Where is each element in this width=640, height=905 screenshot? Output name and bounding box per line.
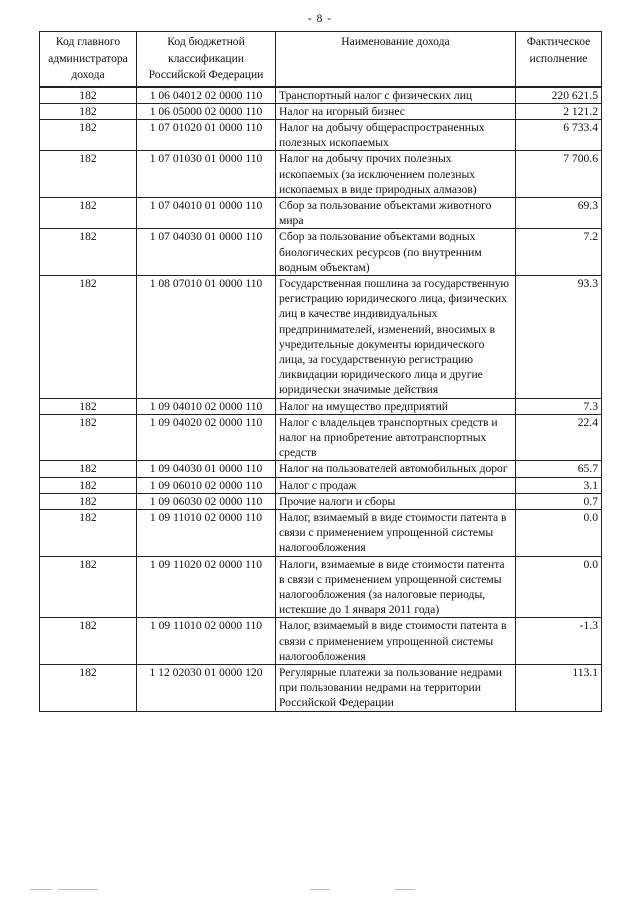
revenue-name-cell: Прочие налоги и сборы — [276, 493, 516, 509]
revenue-name-cell: Налог на добычу прочих полезных ископаемых (за исключением полезных ископаемых в виде природных алмазов) — [276, 151, 516, 198]
admin-code-cell: 182 — [40, 509, 137, 556]
footer-scan-marks — [30, 889, 610, 897]
budget-code-cell: 1 06 04012 02 0000 110 — [137, 87, 276, 104]
table-row — [40, 477, 602, 493]
budget-code-cell: 1 12 02030 01 0000 120 — [137, 665, 276, 712]
budget-code-cell: 1 09 11020 02 0000 110 — [137, 556, 276, 618]
admin-code-cell: 182 — [40, 618, 137, 665]
table-row — [40, 461, 602, 477]
table-body — [40, 87, 602, 712]
amount-cell: -1.3 — [516, 618, 602, 665]
admin-code-cell: 182 — [40, 275, 137, 398]
budget-code-cell: 1 09 04030 01 0000 110 — [137, 461, 276, 477]
admin-code-cell: 182 — [40, 87, 137, 104]
table-row — [40, 493, 602, 509]
budget-code-cell: 1 09 11010 02 0000 110 — [137, 618, 276, 665]
header-amount: Фактическое исполнение — [516, 32, 602, 87]
revenue-name-cell: Регулярные платежи за пользование недрами при пользовании недрами на территории Российской Федерации — [276, 665, 516, 712]
revenue-table — [39, 31, 602, 712]
header-name: Наименование дохода — [276, 32, 516, 87]
admin-code-cell: 182 — [40, 665, 137, 712]
table-row — [40, 665, 602, 712]
table-row — [40, 414, 602, 461]
admin-code-cell: 182 — [40, 493, 137, 509]
admin-code-cell: 182 — [40, 477, 137, 493]
revenue-name-cell: Налог на пользователей автомобильных дорог — [276, 461, 516, 477]
table-row — [40, 398, 602, 414]
table-header-row — [40, 32, 602, 87]
table-row — [40, 556, 602, 618]
table-row — [40, 618, 602, 665]
table-row — [40, 151, 602, 198]
budget-code-cell: 1 09 06010 02 0000 110 — [137, 477, 276, 493]
amount-cell: 220 621.5 — [516, 87, 602, 104]
admin-code-cell: 182 — [40, 151, 137, 198]
admin-code-cell: 182 — [40, 229, 137, 276]
budget-code-cell: 1 08 07010 01 0000 110 — [137, 275, 276, 398]
budget-code-cell: 1 07 04010 01 0000 110 — [137, 197, 276, 228]
admin-code-cell: 182 — [40, 461, 137, 477]
revenue-name-cell: Сбор за пользование объектами водных биологических ресурсов (по внутренним водным объектам) — [276, 229, 516, 276]
amount-cell: 0.0 — [516, 556, 602, 618]
header-admin: Код главного администратора дохода — [40, 32, 137, 87]
admin-code-cell: 182 — [40, 197, 137, 228]
revenue-name-cell: Налог, взимаемый в виде стоимости патента в связи с применением упрощенной системы налогообложения — [276, 618, 516, 665]
table-row — [40, 197, 602, 228]
page-number: - 8 - — [307, 13, 333, 25]
amount-cell: 65.7 — [516, 461, 602, 477]
admin-code-cell: 182 — [40, 556, 137, 618]
admin-code-cell: 182 — [40, 103, 137, 119]
amount-cell: 0.7 — [516, 493, 602, 509]
revenue-name-cell: Налог на добычу общераспространенных полезных ископаемых — [276, 119, 516, 150]
revenue-name-cell: Транспортный налог с физических лиц — [276, 87, 516, 104]
revenue-name-cell: Налог на игорный бизнес — [276, 103, 516, 119]
budget-code-cell: 1 07 04030 01 0000 110 — [137, 229, 276, 276]
budget-code-cell: 1 06 05000 02 0000 110 — [137, 103, 276, 119]
admin-code-cell: 182 — [40, 398, 137, 414]
revenue-name-cell: Налоги, взимаемые в виде стоимости патента в связи с применением упрощенной системы налогообложения (за налоговые периоды, истекшие до 1 января 2011 года) — [276, 556, 516, 618]
budget-code-cell: 1 09 06030 02 0000 110 — [137, 493, 276, 509]
amount-cell: 7 700.6 — [516, 151, 602, 198]
amount-cell: 6 733.4 — [516, 119, 602, 150]
admin-code-cell: 182 — [40, 119, 137, 150]
budget-code-cell: 1 09 04020 02 0000 110 — [137, 414, 276, 461]
budget-code-cell: 1 09 04010 02 0000 110 — [137, 398, 276, 414]
amount-cell: 7.3 — [516, 398, 602, 414]
revenue-name-cell: Налог на имущество предприятий — [276, 398, 516, 414]
revenue-name-cell: Налог, взимаемый в виде стоимости патента в связи с применением упрощенной системы налогообложения — [276, 509, 516, 556]
admin-code-cell: 182 — [40, 414, 137, 461]
amount-cell: 0.0 — [516, 509, 602, 556]
header-code: Код бюджетной классификации Российской Федерации — [137, 32, 276, 87]
budget-code-cell: 1 07 01020 01 0000 110 — [137, 119, 276, 150]
amount-cell: 113.1 — [516, 665, 602, 712]
table-row — [40, 119, 602, 150]
revenue-name-cell: Налог с владельцев транспортных средств и налог на приобретение автотранспортных средств — [276, 414, 516, 461]
budget-code-cell: 1 07 01030 01 0000 110 — [137, 151, 276, 198]
amount-cell: 93.3 — [516, 275, 602, 398]
amount-cell: 69.3 — [516, 197, 602, 228]
table-row — [40, 229, 602, 276]
revenue-name-cell: Налог с продаж — [276, 477, 516, 493]
table-row — [40, 509, 602, 556]
table-row — [40, 103, 602, 119]
revenue-name-cell: Сбор за пользование объектами животного мира — [276, 197, 516, 228]
amount-cell: 2 121.2 — [516, 103, 602, 119]
revenue-name-cell: Государственная пошлина за государственную регистрацию юридического лица, физических лиц в качестве индивидуальных предпринимателей, изменений, вносимых в учредительные документы юридического лица, за государственную регистрацию ликвидации юридического лица и другие юридически значимые действия — [276, 275, 516, 398]
amount-cell: 3.1 — [516, 477, 602, 493]
amount-cell: 22.4 — [516, 414, 602, 461]
amount-cell: 7.2 — [516, 229, 602, 276]
budget-code-cell: 1 09 11010 02 0000 110 — [137, 509, 276, 556]
table-row — [40, 275, 602, 398]
table-row — [40, 87, 602, 104]
